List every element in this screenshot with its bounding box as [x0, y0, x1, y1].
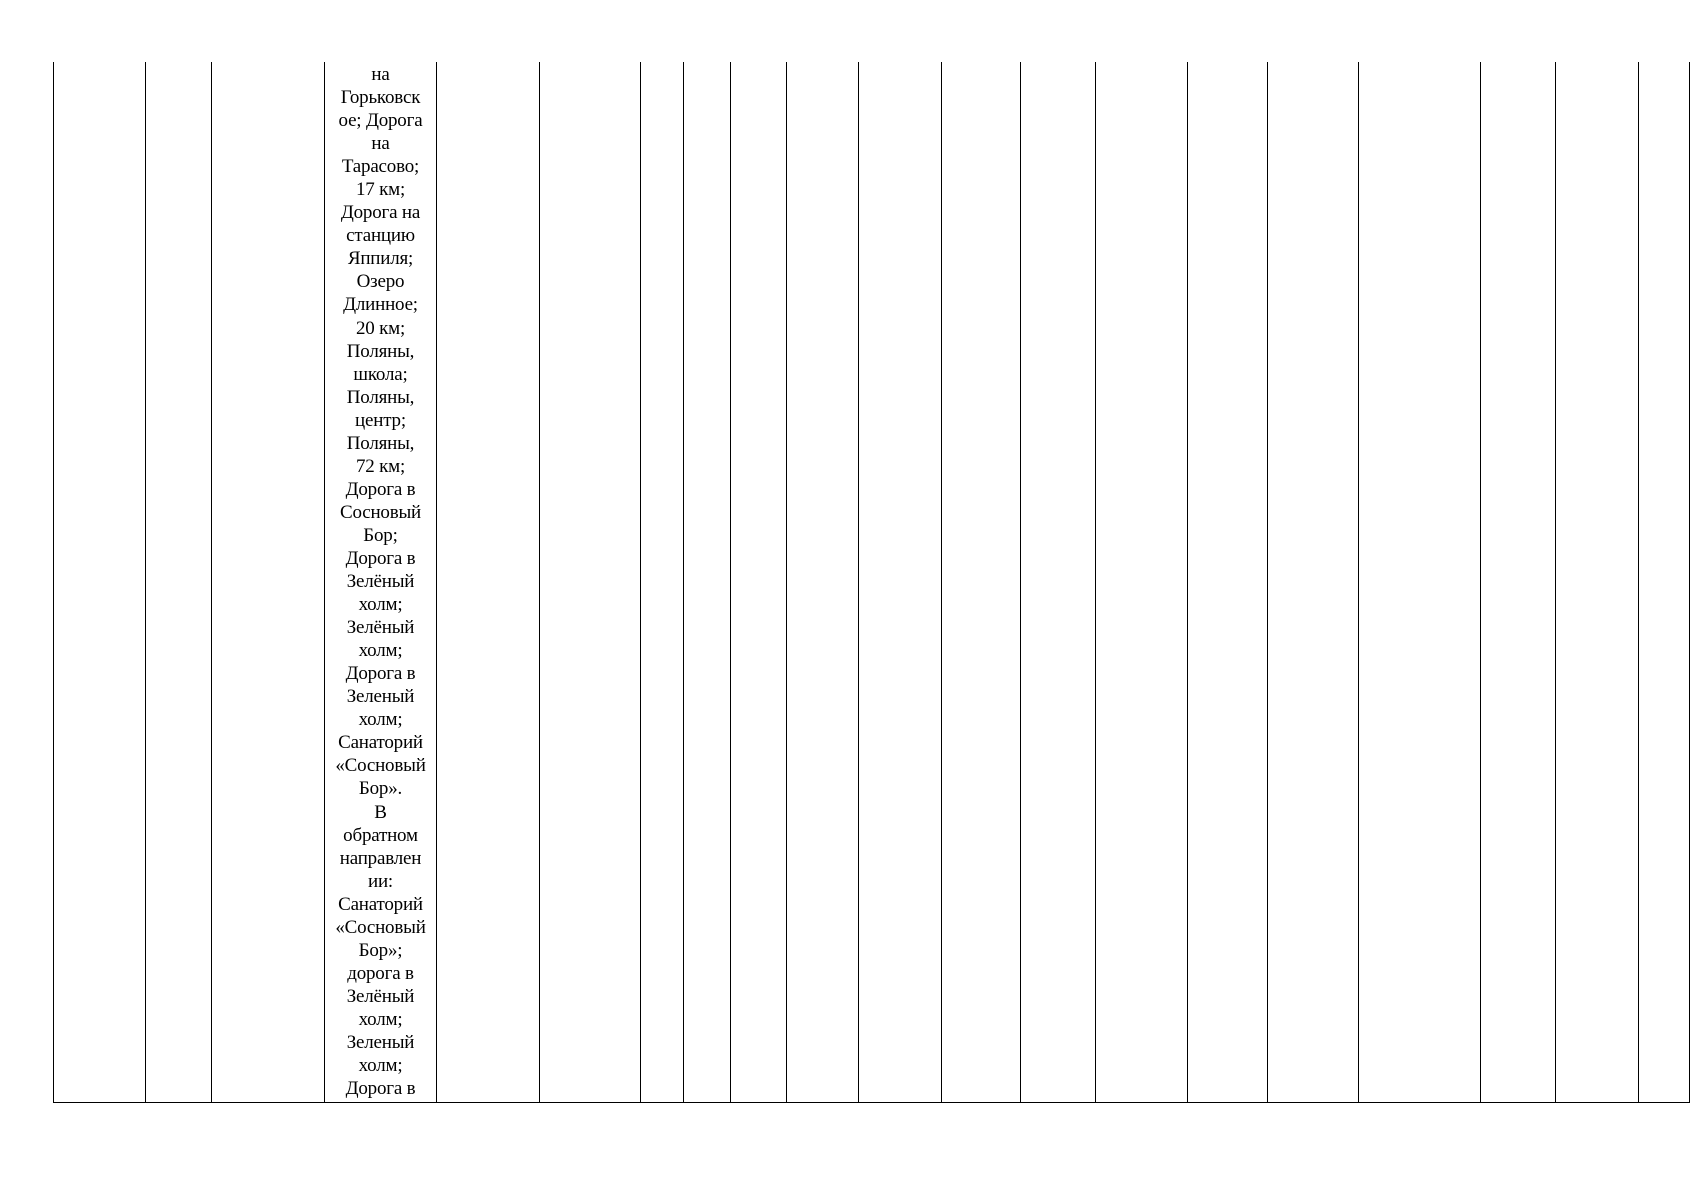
- route-line: «Сосновый: [335, 755, 426, 777]
- table-cell: [1481, 62, 1556, 1103]
- table-cell: [1359, 62, 1481, 1103]
- route-line: Бор».: [358, 778, 403, 800]
- route-line: Санаторий: [338, 893, 423, 915]
- route-line: Сосновый: [339, 501, 422, 523]
- route-line: Зеленый: [346, 686, 415, 708]
- route-line: Яппиля;: [347, 248, 414, 270]
- route-line: Зелёный: [346, 571, 415, 593]
- route-line: Зелёный: [346, 617, 415, 639]
- route-line: В: [374, 801, 387, 823]
- route-line: холм;: [358, 594, 403, 616]
- route-line: на: [371, 64, 390, 85]
- route-line: Горьковск: [340, 87, 421, 109]
- route-line: Зелёный: [346, 985, 415, 1007]
- route-line: Дорога в: [345, 1078, 416, 1100]
- route-line: Длинное;: [343, 294, 418, 316]
- route-line: Бор»;: [358, 939, 403, 961]
- table-cell: [859, 62, 942, 1103]
- route-line: ии:: [367, 870, 393, 892]
- route-line: «Сосновый: [335, 916, 426, 938]
- table-cell: [787, 62, 859, 1103]
- route-line: Тарасово;: [341, 156, 420, 178]
- table-cell: [146, 62, 212, 1103]
- route-line: направлен: [339, 847, 422, 869]
- table-cell: [437, 62, 540, 1103]
- table-cell: [54, 62, 146, 1103]
- route-line: школа;: [353, 363, 408, 385]
- route-line: холм;: [358, 1008, 403, 1030]
- route-line: станцию: [346, 225, 415, 247]
- route-line: холм;: [358, 709, 403, 731]
- route-line: Поляны,: [346, 386, 415, 408]
- table-cell: [684, 62, 731, 1103]
- schedule-table: [53, 62, 1690, 1103]
- route-line: 20 км;: [355, 317, 406, 339]
- table-cell: [1021, 62, 1096, 1103]
- route-line: Дорога в: [345, 663, 416, 685]
- table-cell: [641, 62, 684, 1103]
- table-cell: [1639, 62, 1690, 1103]
- route-line: на: [371, 133, 390, 155]
- table-cell: [212, 62, 325, 1103]
- route-line: Дорога в: [345, 478, 416, 500]
- route-line: холм;: [358, 640, 403, 662]
- route-line: Поляны,: [346, 432, 415, 454]
- route-stops-cell: [325, 62, 437, 1103]
- route-line: центр;: [355, 409, 406, 431]
- route-stops-text: [325, 62, 436, 1100]
- route-line: Озеро: [356, 271, 405, 293]
- route-line: 72 км;: [355, 455, 406, 477]
- table-cell: [1188, 62, 1268, 1103]
- table-cell: [942, 62, 1021, 1103]
- route-line: Дорога в: [345, 547, 416, 569]
- route-line: обратном: [343, 824, 418, 846]
- route-line: Бор;: [363, 524, 398, 546]
- table-cell: [731, 62, 787, 1103]
- table-cell: [1268, 62, 1359, 1103]
- route-line: Зеленый: [346, 1031, 415, 1053]
- route-line: Санаторий: [338, 732, 423, 754]
- route-line: ое; Дорога: [338, 110, 423, 132]
- route-line: холм;: [358, 1055, 403, 1077]
- route-line: дорога в: [347, 962, 414, 984]
- table-cell: [1096, 62, 1188, 1103]
- table-cell: [540, 62, 641, 1103]
- table-row: [54, 62, 1690, 1103]
- route-line: Поляны,: [346, 340, 415, 362]
- route-line: 17 км;: [355, 179, 406, 201]
- route-line: Дорога на: [340, 202, 421, 224]
- table-cell: [1556, 62, 1639, 1103]
